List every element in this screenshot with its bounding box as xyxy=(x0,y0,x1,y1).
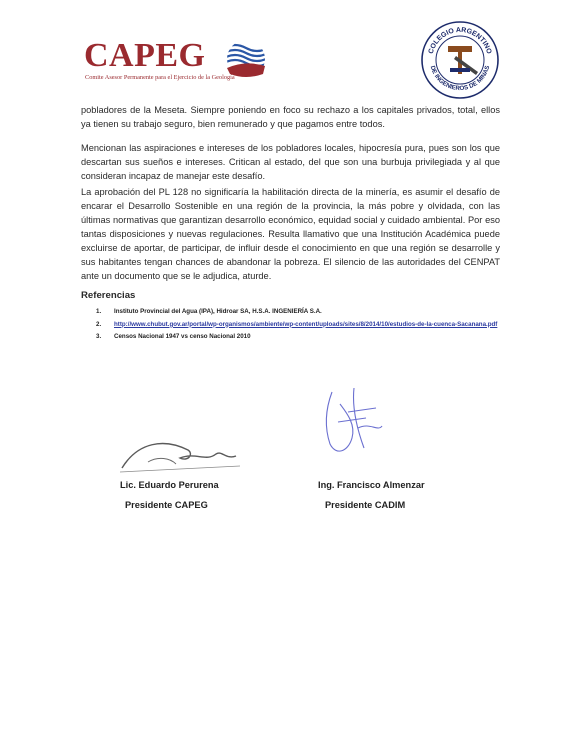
reference-text: Censos Nacional 1947 vs censo Nacional 2010 xyxy=(114,333,251,341)
paragraph-3: La aprobación del PL 128 no significaría la habilitación directa de la minería, es asumir el desafío de encarar el Desarrollo Sostenible en una región de la provincia, la más pobre y olvidada, con las últimas normativas que garantizan desarrollo económico, equidad social y cuidado ambiental. Por eso tantas disposiciones y nuevas regulaciones. Resulta llamativo que una Institución Académica puede excluirse de aportar, de participar, de influir desde el conocimiento en que una región se desarrolle y sus habitantes tengan chances de abandonar la pobreza. El silencio de las autoridades del CENPAT ante un documento que se le adjudica, aturde. xyxy=(81,187,500,281)
reference-item xyxy=(96,321,506,330)
reference-number: 1. xyxy=(96,308,102,315)
signature-left-image xyxy=(118,428,243,476)
paragraph-2: Mencionan las aspiraciones e intereses de los pobladores locales, hipocresía pura, pues son los que descartan sus sueños e intereses. Critican al estado, del que son una burbuja privilegiada y al que consideran incapaz de manejar este desafío. xyxy=(81,143,500,181)
cadim-ring-bottom-text: DE INGENIEROS DE MINAS xyxy=(428,64,492,93)
signer-right-title: Presidente CADIM xyxy=(325,500,406,510)
capeg-logo xyxy=(84,38,274,86)
reference-link[interactable]: http://www.chubut.gov.ar/portal/wp-organismos/ambiente/wp-content/uploads/sites/8/2014/10/estudios-de-la-cuenca-Sacanana.pdf xyxy=(114,320,498,328)
signer-left-title: Presidente CAPEG xyxy=(125,500,208,510)
capeg-subtitle: Comite Asesor Permanente para el Ejercicio de la Geología xyxy=(85,74,235,81)
reference-number: 3. xyxy=(96,333,102,341)
reference-text: Instituto Provincial del Agua (IPA), Hidroar SA, H.S.A. INGENIERÍA S.A. xyxy=(114,308,322,315)
reference-item xyxy=(96,308,506,317)
reference-number: 2. xyxy=(96,320,102,328)
capeg-wordmark: CAPEG xyxy=(84,37,206,74)
signer-left-name: Lic. Eduardo Perurena xyxy=(120,480,219,490)
signer-right-name: Ing. Francisco Almenzar xyxy=(318,480,425,490)
references-heading: Referencias xyxy=(81,290,136,301)
paragraph-1: pobladores de la Meseta. Siempre poniendo en foco su rechazo a los capitales privados, total, ellos ya tienen su trabajo seguro, bien remunerado y que pagamos entre todos. xyxy=(81,105,500,129)
signature-right-image xyxy=(318,382,388,462)
cadim-ring-top-text: COLEGIO ARGENTINO xyxy=(427,26,493,55)
cadim-seal-icon xyxy=(420,20,500,100)
reference-item xyxy=(96,333,506,342)
references-list xyxy=(96,308,506,342)
